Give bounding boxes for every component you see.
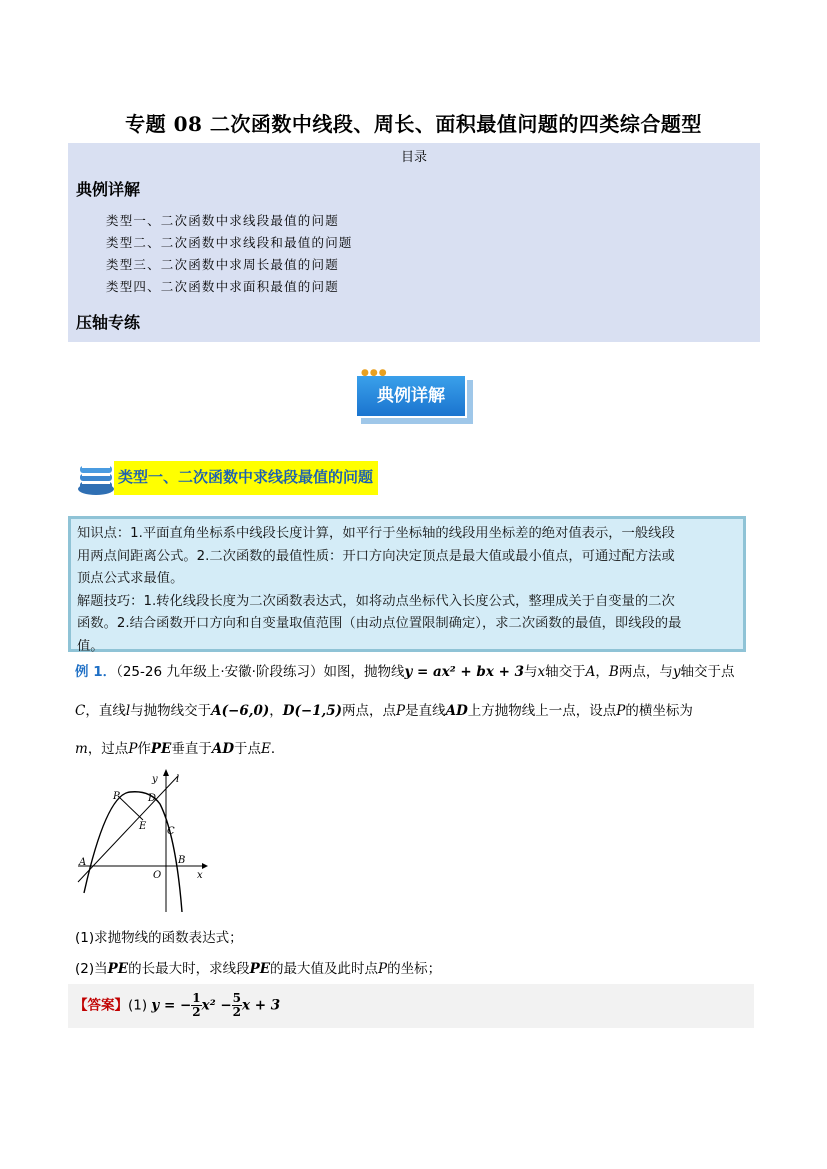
section-banner [355, 368, 473, 424]
toc-heading: 目录 [400, 150, 427, 165]
knowledge-line: 知识点：1.平面直角坐标系中线段长度计算，如平行于坐标轴的线段用坐标差的绝对值表示，一般线段 [77, 526, 675, 541]
parabola-equation: y = ax² + bx + 3 [404, 664, 525, 680]
knowledge-line: 函数。2.结合函数开口方向和自变量取值范围（由动点位置限制确定），求二次函数的最值，即线段的最 [77, 616, 682, 631]
toc-item-type2[interactable]: 类型二、二次函数中求线段和最值的问题 [106, 235, 353, 250]
banner-label: 典例详解 [355, 374, 467, 418]
toc-section-exercises[interactable]: 压轴专练 [76, 313, 141, 332]
knowledge-line: 顶点公式求最值。 [77, 571, 184, 586]
fraction-2: $\frac{5}{2}$ [232, 991, 241, 1019]
example-line-1: 例 1．（25-26 九年级上·安徽·阶段练习）如图，抛物线y = ax² + bx + 3与x轴交于A，B两点，与y轴交于点 [75, 664, 735, 680]
banner-dots-icon: ●●● [361, 368, 388, 378]
answer-box [68, 984, 754, 1028]
segment-pe [118, 796, 143, 820]
label-b: B [178, 855, 186, 866]
toc-section-examples[interactable]: 典例详解 [76, 180, 141, 199]
toc-item-type4[interactable]: 类型四、二次函数中求面积最值的问题 [106, 279, 339, 294]
example-line-3: m，过点P作PE垂直于AD于点E． [75, 741, 285, 757]
label-y: y [152, 774, 158, 785]
label-x: x [197, 870, 203, 881]
label-e: E [139, 821, 147, 832]
toc-item-type1[interactable]: 类型一、二次函数中求线段最值的问题 [106, 213, 339, 228]
question-2: (2)当PE的长最大时，求线段PE的最大值及此时点P的坐标； [75, 961, 442, 977]
question-1: (1)求抛物线的函数表达式； [75, 930, 243, 946]
knowledge-box [68, 516, 746, 652]
point-d: D(−1,5) [282, 703, 343, 719]
point-a: A(−6,0) [211, 703, 270, 719]
document-title: 专题 08 二次函数中线段、周长、面积最值问题的四类综合题型 [125, 112, 702, 136]
toc-item-type3[interactable]: 类型三、二次函数中求周长最值的问题 [106, 257, 339, 272]
knowledge-line: 解题技巧：1.转化线段长度为二次函数表达式，如将动点坐标代入长度公式，整理成关于自变量的二次 [77, 593, 675, 609]
label-l: l [176, 774, 180, 785]
knowledge-line: 值。 [77, 638, 104, 654]
example-label: 例 1． [75, 664, 117, 680]
label-p: P [113, 791, 120, 802]
answer-line: 【答案】(1) y = − $\frac{1}{2}$ x² − $\frac{5}{2}$ x + 3 [74, 991, 281, 1019]
label-a: A [79, 857, 87, 868]
book-stack-icon [76, 458, 116, 496]
knowledge-line: 用两点间距离公式。2.二次函数的最值性质：开口方向决定顶点是最大值或最小值点，可通过配方法或 [77, 548, 675, 564]
label-d: D [148, 793, 157, 804]
label-c: C [167, 826, 175, 837]
label-o: O [153, 870, 162, 881]
type1-heading: 类型一、二次函数中求线段最值的问题 [114, 461, 378, 495]
table-of-contents [68, 143, 760, 342]
parabola-figure [72, 766, 212, 914]
fraction-1: $\frac{1}{2}$ [192, 991, 201, 1019]
x-axis-arrow-icon [202, 863, 208, 869]
example-line-2: C，直线l与抛物线交于A(−6,0)，D(−1,5)两点，点P是直线AD上方抛物线上一点，设点P的横坐标为 [75, 703, 693, 719]
y-axis-arrow-icon [163, 769, 169, 776]
answer-tag: 【答案】 [74, 997, 128, 1014]
